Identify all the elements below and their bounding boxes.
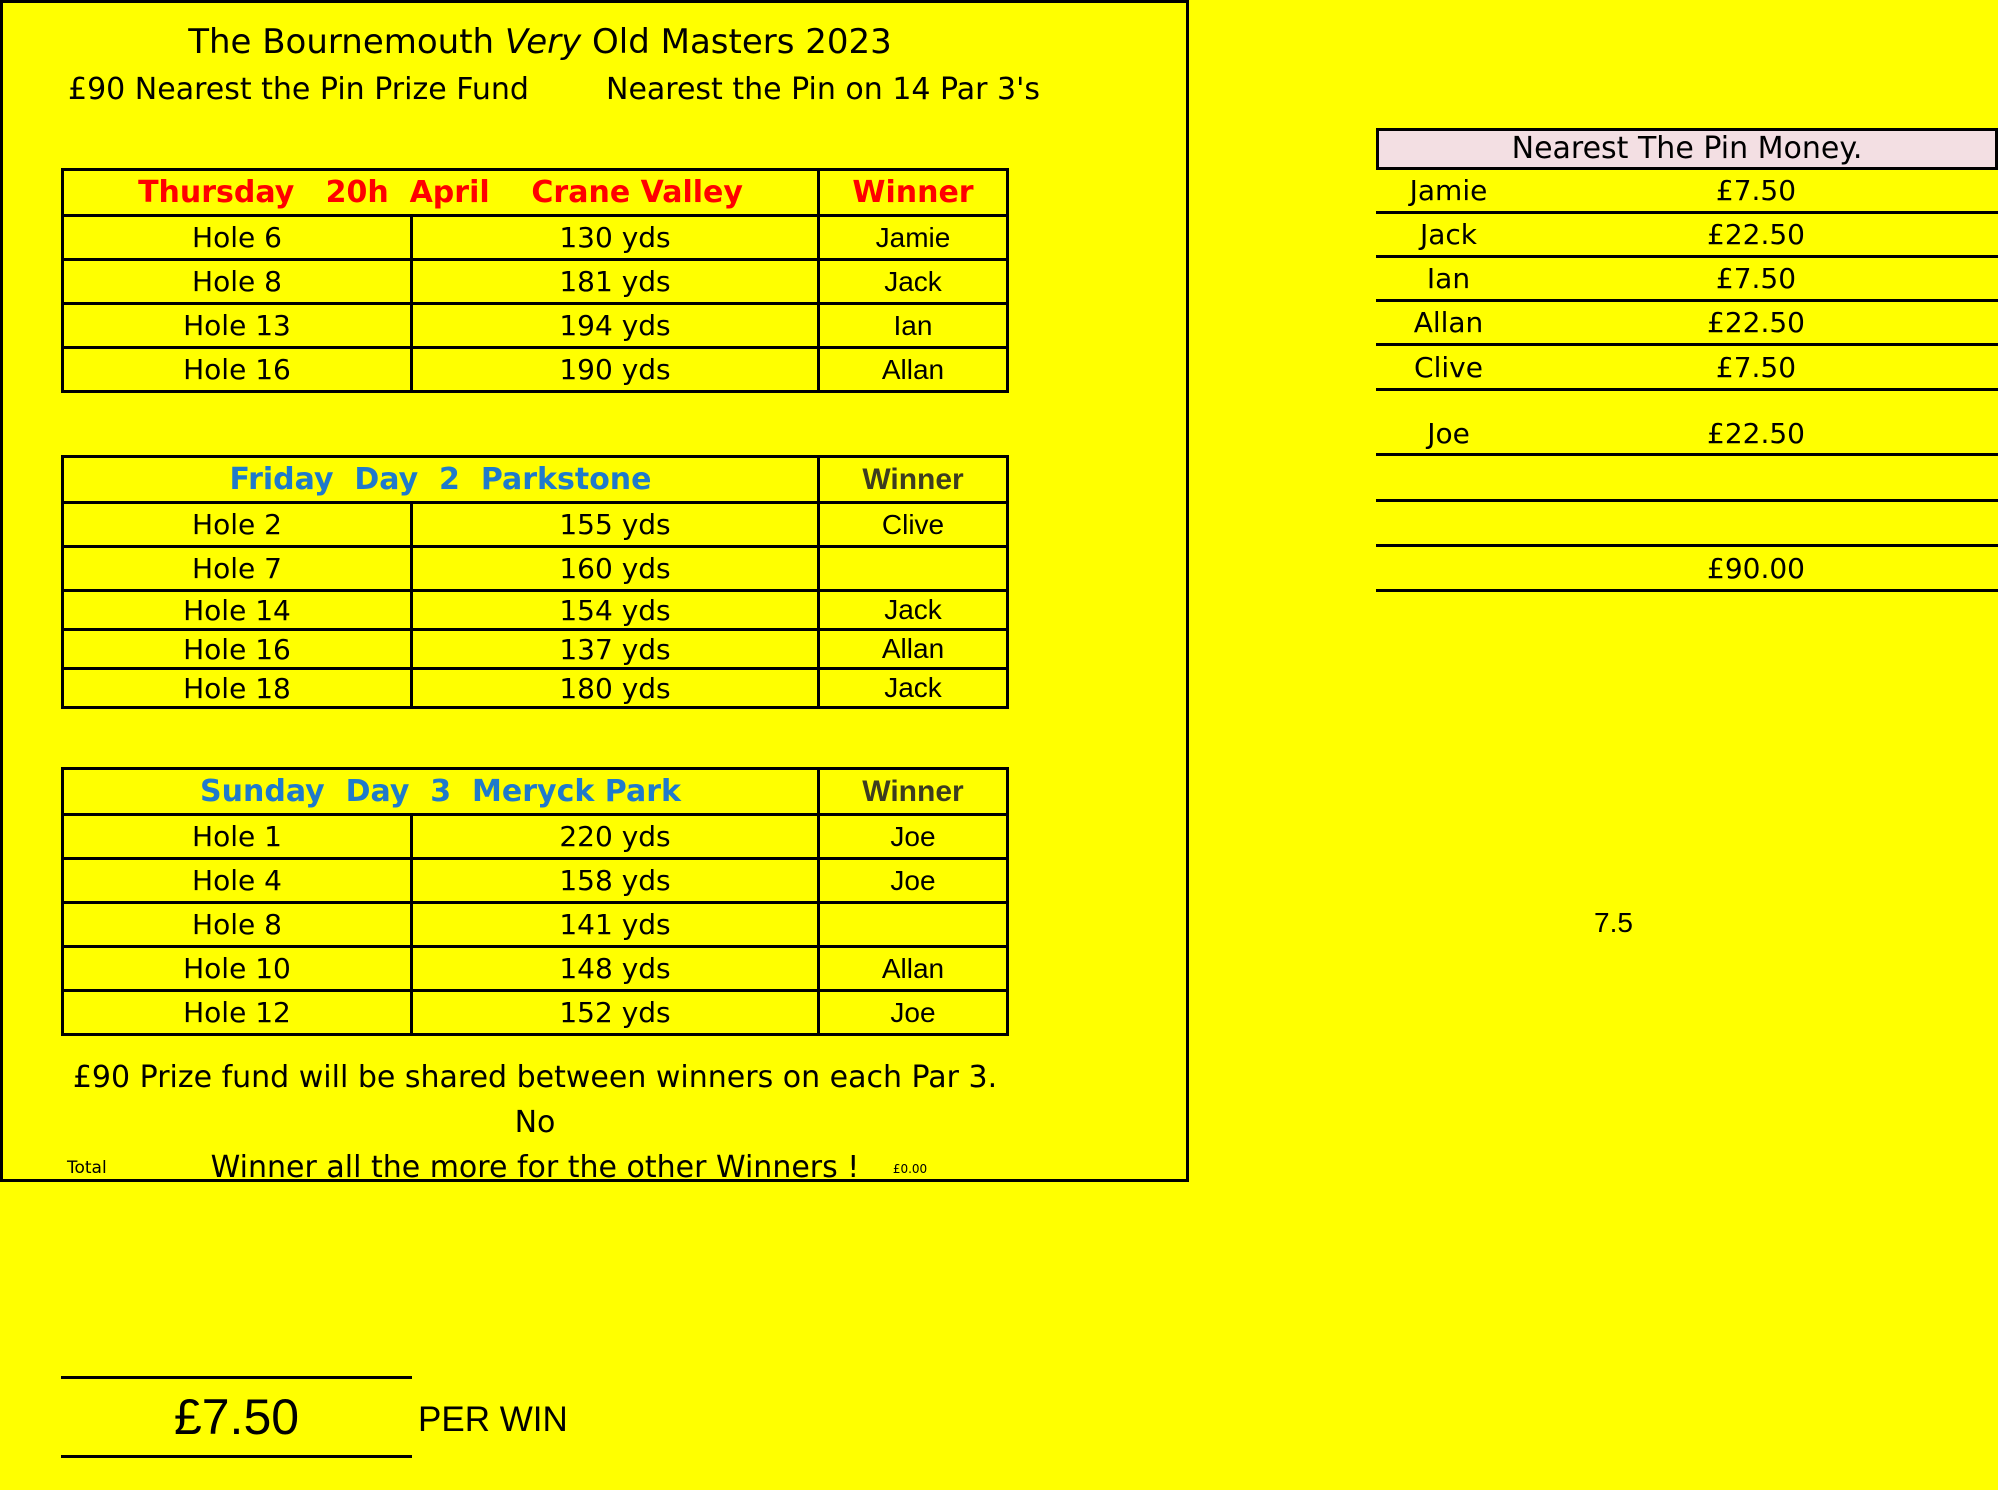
table-row bbox=[63, 260, 1008, 304]
hole-cell: Hole 13 bbox=[63, 304, 412, 348]
table-row bbox=[63, 216, 1008, 260]
table-row bbox=[63, 859, 1008, 903]
money-row bbox=[1376, 170, 1998, 214]
stray-value: 7.5 bbox=[1594, 907, 1633, 938]
winner-cell: Jack bbox=[819, 260, 1008, 304]
money-amount: £22.50 bbox=[1707, 417, 1805, 450]
money-row bbox=[1376, 346, 1998, 391]
winner-cell: Allan bbox=[819, 348, 1008, 392]
thursday-table bbox=[61, 168, 1009, 393]
hole-cell: Hole 8 bbox=[63, 260, 412, 304]
hole-cell: Hole 16 bbox=[63, 630, 412, 669]
yards-cell: 180 yds bbox=[412, 669, 819, 708]
par3-count-text: Nearest the Pin on 14 Par 3's bbox=[606, 72, 1041, 107]
hole-cell: Hole 7 bbox=[63, 547, 412, 591]
winner-cell: Ian bbox=[819, 304, 1008, 348]
sunday-table bbox=[61, 767, 1009, 1036]
money-amount: £7.50 bbox=[1715, 351, 1797, 384]
winner-cell: Clive bbox=[819, 503, 1008, 547]
winner-cell: Joe bbox=[819, 859, 1008, 903]
table-row bbox=[63, 947, 1008, 991]
money-amount: £7.50 bbox=[1715, 174, 1797, 207]
table-row bbox=[63, 630, 1008, 669]
yards-cell: 155 yds bbox=[412, 503, 819, 547]
yards-cell: 137 yds bbox=[412, 630, 819, 669]
yards-cell: 160 yds bbox=[412, 547, 819, 591]
table-row bbox=[63, 991, 1008, 1035]
total-value: £0.00 bbox=[892, 1162, 928, 1176]
money-row bbox=[1376, 456, 1998, 502]
hole-cell: Hole 18 bbox=[63, 669, 412, 708]
prize-note bbox=[60, 1055, 1010, 1190]
winner-cell: Joe bbox=[819, 815, 1008, 859]
thursday-heading: Thursday 20h April Crane Valley bbox=[63, 170, 819, 216]
winner-header: Winner bbox=[819, 457, 1008, 503]
friday-table bbox=[61, 455, 1009, 709]
money-total-amount: £90.00 bbox=[1707, 552, 1805, 585]
money-name: Jack bbox=[1419, 218, 1478, 251]
hole-cell: Hole 16 bbox=[63, 348, 412, 392]
yards-cell: 152 yds bbox=[412, 991, 819, 1035]
money-name: Joe bbox=[1427, 417, 1470, 450]
sunday-heading: Sunday Day 3 Meryck Park bbox=[63, 769, 819, 815]
prize-note-line: Winner all the more for the other Winners ! bbox=[210, 1150, 860, 1185]
money-heading: Nearest The Pin Money. bbox=[1376, 128, 1998, 170]
winner-cell bbox=[819, 903, 1008, 947]
money-amount: £22.50 bbox=[1707, 306, 1805, 339]
winner-cell: Allan bbox=[819, 630, 1008, 669]
table-row bbox=[63, 591, 1008, 630]
hole-cell: Hole 10 bbox=[63, 947, 412, 991]
winner-cell: Joe bbox=[819, 991, 1008, 1035]
total-label: Total bbox=[67, 1158, 107, 1178]
prize-note-line: £90 Prize fund will be shared between winners on each Par 3. No bbox=[72, 1060, 998, 1140]
money-row bbox=[1376, 302, 1998, 346]
money-row bbox=[1376, 391, 1998, 456]
yards-cell: 130 yds bbox=[412, 216, 819, 260]
money-row bbox=[1376, 214, 1998, 258]
friday-heading: Friday Day 2 Parkstone bbox=[63, 457, 819, 503]
table-row bbox=[63, 304, 1008, 348]
winner-header: Winner bbox=[819, 170, 1008, 216]
money-name: Clive bbox=[1414, 351, 1483, 384]
yards-cell: 148 yds bbox=[412, 947, 819, 991]
hole-cell: Hole 12 bbox=[63, 991, 412, 1035]
per-win-amount: £7.50 bbox=[61, 1376, 412, 1458]
money-row bbox=[1376, 258, 1998, 302]
money-name: Jamie bbox=[1409, 174, 1488, 207]
table-row bbox=[63, 547, 1008, 591]
hole-cell: Hole 4 bbox=[63, 859, 412, 903]
yards-cell: 220 yds bbox=[412, 815, 819, 859]
yards-cell: 141 yds bbox=[412, 903, 819, 947]
yards-cell: 190 yds bbox=[412, 348, 819, 392]
winner-cell: Jamie bbox=[819, 216, 1008, 260]
table-row bbox=[63, 348, 1008, 392]
per-win-label: PER WIN bbox=[418, 1400, 568, 1439]
hole-cell: Hole 2 bbox=[63, 503, 412, 547]
page-title: The Bournemouth Very Old Masters 2023 bbox=[188, 22, 892, 62]
table-row bbox=[63, 503, 1008, 547]
winner-cell bbox=[819, 547, 1008, 591]
yards-cell: 194 yds bbox=[412, 304, 819, 348]
winner-cell: Jack bbox=[819, 591, 1008, 630]
yards-cell: 154 yds bbox=[412, 591, 819, 630]
money-row bbox=[1376, 502, 1998, 547]
hole-cell: Hole 8 bbox=[63, 903, 412, 947]
money-amount: £7.50 bbox=[1715, 262, 1797, 295]
winner-cell: Allan bbox=[819, 947, 1008, 991]
winner-cell: Jack bbox=[819, 669, 1008, 708]
yards-cell: 181 yds bbox=[412, 260, 819, 304]
table-row bbox=[63, 903, 1008, 947]
winner-header: Winner bbox=[819, 769, 1008, 815]
hole-cell: Hole 6 bbox=[63, 216, 412, 260]
money-total-row bbox=[1376, 547, 1998, 592]
table-row bbox=[63, 669, 1008, 708]
hole-cell: Hole 14 bbox=[63, 591, 412, 630]
money-amount: £22.50 bbox=[1707, 218, 1805, 251]
yards-cell: 158 yds bbox=[412, 859, 819, 903]
money-name: Ian bbox=[1426, 262, 1471, 295]
table-row bbox=[63, 815, 1008, 859]
money-name: Allan bbox=[1413, 306, 1484, 339]
hole-cell: Hole 1 bbox=[63, 815, 412, 859]
prize-fund-text: £90 Nearest the Pin Prize Fund bbox=[68, 72, 529, 107]
